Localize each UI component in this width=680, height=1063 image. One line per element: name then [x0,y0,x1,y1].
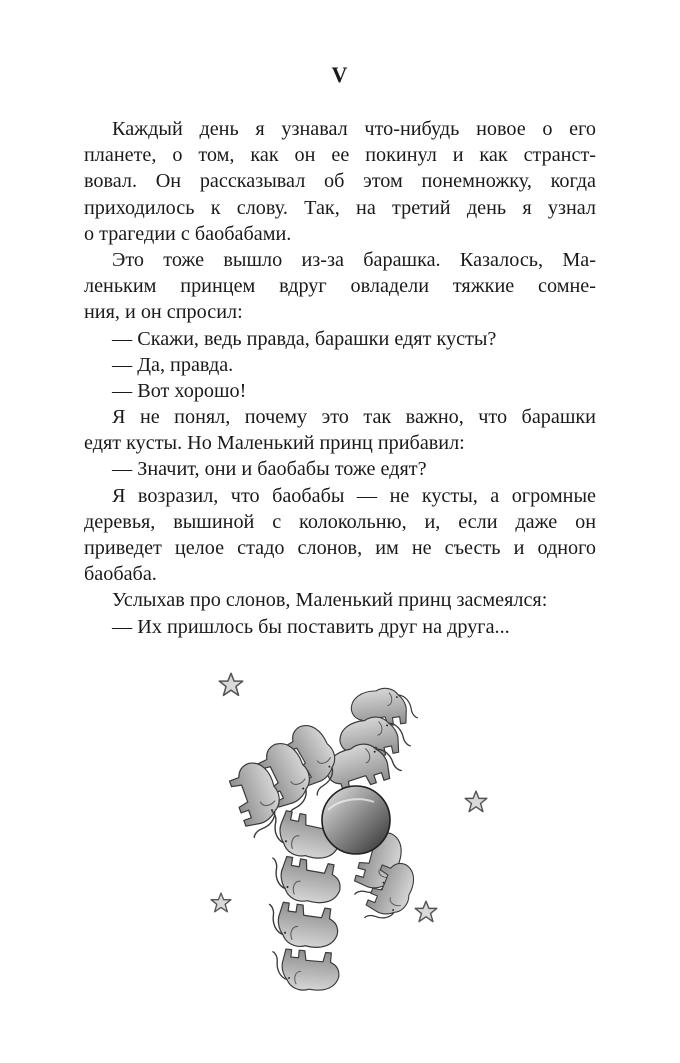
dialogue-line [112,456,596,482]
body-text [84,116,596,640]
dialogue-line [112,352,596,378]
text-line: — Значит, они и баобабы тоже едят? [112,458,427,481]
text-line: леньким принцем вдруг овладели тяжкие сомне- [84,275,596,298]
text-line: Это тоже вышло из-за барашка. Казалось, Ма- [112,248,596,271]
paragraph [112,587,596,613]
chapter-title: V [331,62,349,87]
text-line: Услыхав про слонов, Маленький принц засмеялся: [112,589,548,612]
text-line: Я не понял, почему это так важно, что барашки [112,406,596,429]
text-line: Я возразил, что баобабы — не кусты, а огромные [112,484,596,507]
paragraph [84,247,596,326]
text-line: приходилось к слову. Так, на третий день я узнал [84,196,596,219]
text-line: ния, и он спросил: [84,301,243,324]
paragraph [84,404,596,456]
elephant-chain-upper-right [322,684,419,796]
text-line: деревья, вышиной с колокольню, и, если даже он [84,510,596,533]
text-line: о трагедии с баобабами. [84,222,292,245]
dialogue-line [112,614,596,640]
paragraph [84,483,596,588]
paragraph [84,116,596,247]
dialogue-line [112,326,596,352]
text-line: — Скажи, ведь правда, барашки едят кусты? [112,327,497,350]
star-icon [465,791,487,811]
star-icon [219,673,242,695]
dialogue-line [112,378,596,404]
star-icon [211,893,231,912]
text-line: планете, о том, как он ее покинул и как странст- [84,144,596,167]
elephants-stacked-on-planet-illustration [188,660,508,1030]
text-line: Каждый день я узнавал что-нибудь новое о его [112,118,596,140]
text-line: едят кусты. Но Маленький принц прибавил: [84,432,465,455]
star-icon [415,901,437,921]
text-line: — Вот хорошо! [112,379,247,402]
text-line: приведет целое стадо слонов, им не съесть и одного [84,537,596,559]
text-line: вовал. Он рассказывал об этом понемножку, когда [84,170,596,193]
text-line: — Да, правда. [112,353,234,376]
planet-icon [322,786,390,854]
text-line: баобаба. [84,563,157,586]
text-line: — Их пришлось бы поставить друг на друга... [112,615,510,638]
